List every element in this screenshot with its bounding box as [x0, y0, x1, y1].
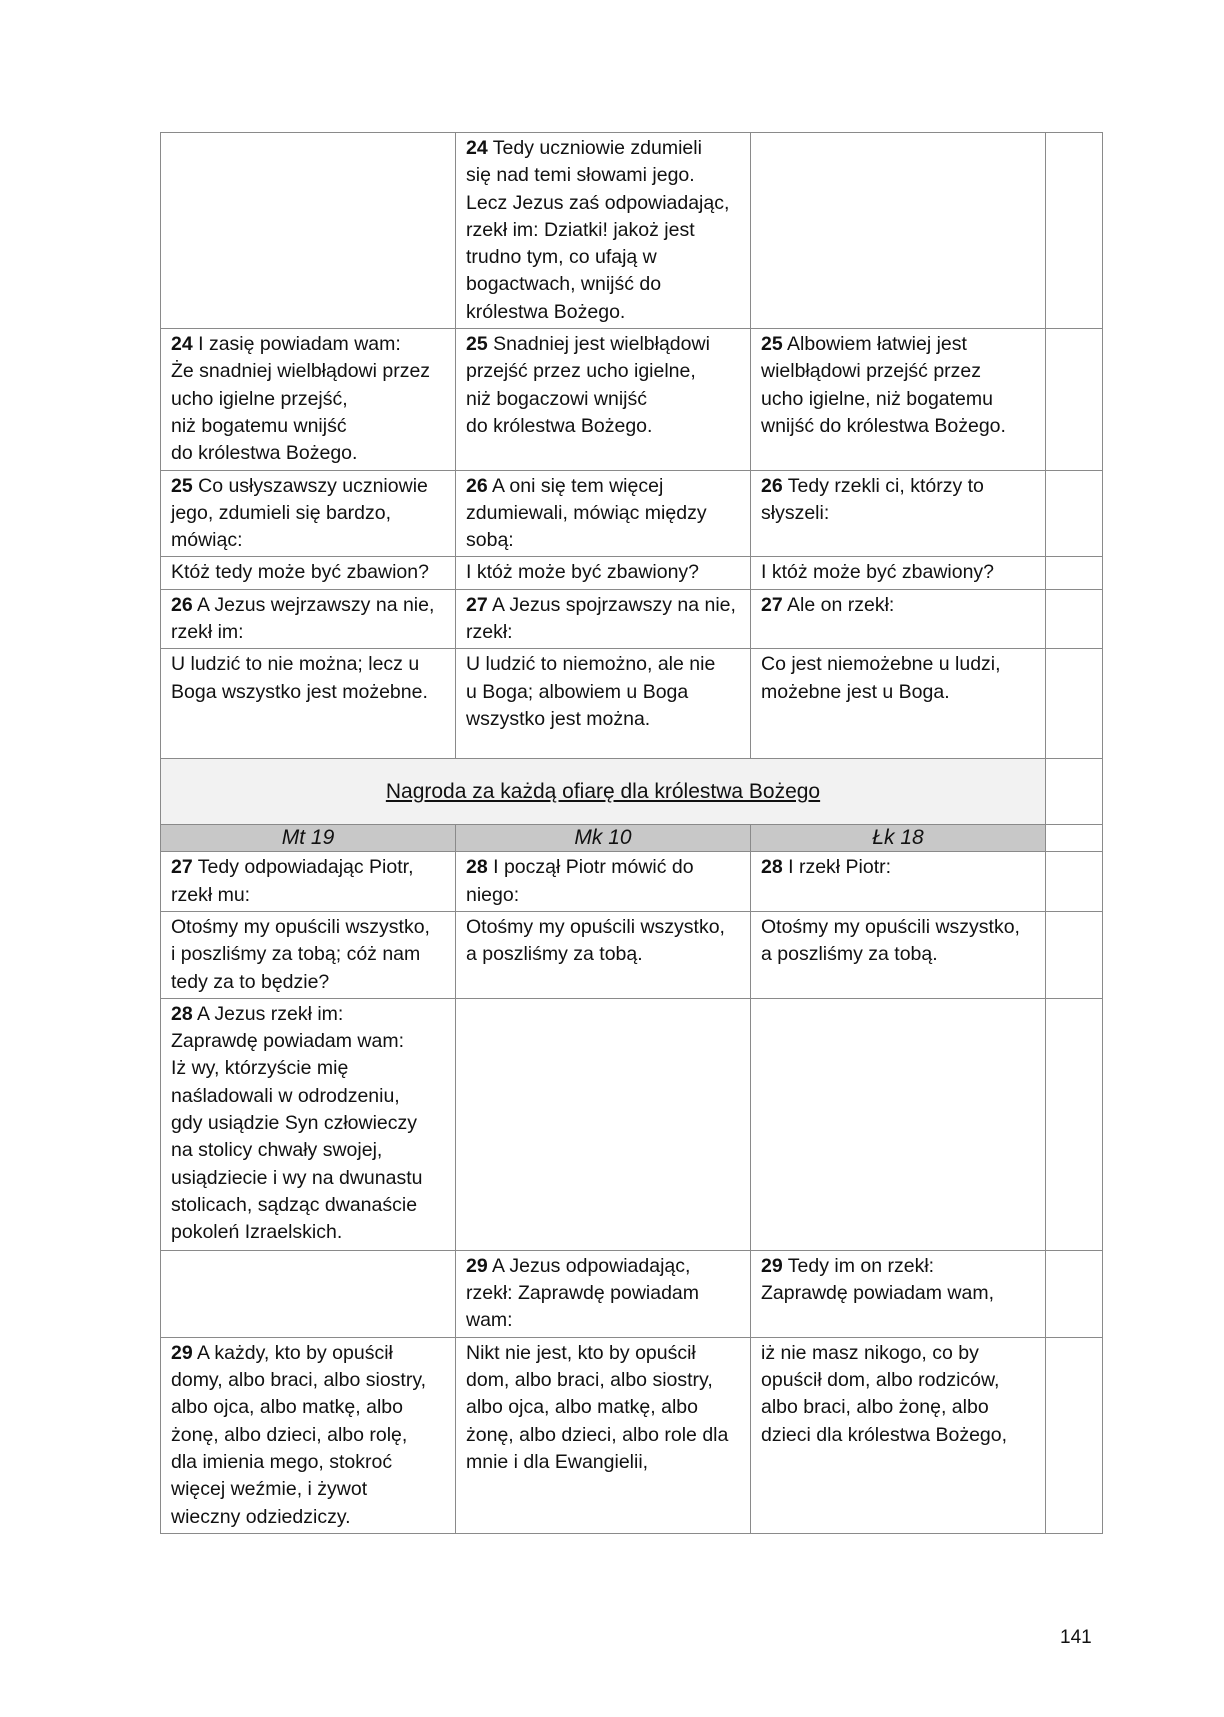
verse-line: 24 I zasię powiadam wam: [171, 333, 401, 356]
verse-cell-mt [161, 470, 456, 557]
verse-line: mnie i dla Ewangielii, [466, 1450, 649, 1473]
verse-cell-lk [751, 1337, 1046, 1533]
verse-cell-mk [456, 1337, 751, 1533]
verse-line: 28 A Jezus rzekł im: [171, 1002, 344, 1025]
page-number: 141 [1060, 1627, 1092, 1648]
verse-number: 26 [466, 474, 488, 497]
verse-line: domy, albo braci, albo siostry, [171, 1369, 427, 1392]
verse-cell-lk [751, 998, 1046, 1250]
verse-number: 29 [761, 1254, 783, 1277]
verse-line: wnijść do królestwa Bożego. [761, 414, 1006, 437]
verse-line: Iż wy, którzyście mię [171, 1057, 349, 1080]
verse-line: niego: [466, 883, 520, 906]
synopsis-table [160, 132, 1103, 1534]
verse-row [161, 329, 1103, 470]
verse-cell-mt [161, 1250, 456, 1337]
verse-cell-mt [161, 589, 456, 649]
verse-cell-mt [161, 911, 456, 998]
verse-line: dla imienia mego, stokroć [171, 1450, 393, 1473]
verse-cell-mt [161, 649, 456, 759]
verse-cell-mk [456, 649, 751, 759]
narrow-column-cell [1046, 825, 1103, 852]
verse-cell-mk [456, 911, 751, 998]
verse-line: bogactwach, wnijść do [466, 273, 662, 296]
verse-line: 28 I począł Piotr mówić do [466, 856, 694, 879]
verse-line: albo ojca, albo matkę, albo [171, 1396, 403, 1419]
synopsis-body-bottom [161, 852, 1103, 1533]
verse-cell-mk [456, 852, 751, 912]
verse-cell-lk [751, 649, 1046, 759]
verse-cell-mt [161, 329, 456, 470]
verse-line: dzieci dla królestwa Bożego, [761, 1423, 1008, 1446]
narrow-column-cell [1046, 589, 1103, 649]
verse-cell-mk [456, 133, 751, 329]
verse-cell-lk [751, 852, 1046, 912]
verse-line: 27 A Jezus spojrzawszy na nie, [466, 593, 736, 616]
narrow-column-cell [1046, 649, 1103, 759]
verse-line: wielbłądowi przejść przez [761, 360, 982, 383]
verse-line: Otośmy my opuścili wszystko, [761, 915, 1020, 938]
verse-line: 27 Ale on rzekł: [761, 593, 895, 616]
verse-line: rzekł mu: [171, 883, 251, 906]
verse-line: wieczny odziedziczy. [171, 1505, 351, 1528]
verse-cell-mk [456, 557, 751, 589]
verse-line: 29 Tedy im on rzekł: [761, 1254, 935, 1277]
verse-cell-mk [456, 998, 751, 1250]
verse-row [161, 998, 1103, 1250]
verse-line: niż bogaczowi wnijść [466, 387, 647, 410]
verse-line: U ludzić to nie można; lecz u [171, 653, 420, 676]
verse-cell-mt [161, 1337, 456, 1533]
verse-cell-lk [751, 589, 1046, 649]
verse-line: Że snadniej wielbłądowi przez [171, 360, 431, 383]
verse-line: albo braci, albo żonę, albo [761, 1396, 989, 1419]
verse-line: rzekł im: Dziatki! jakoż jest [466, 218, 695, 241]
narrow-column-cell [1046, 998, 1103, 1250]
verse-line: Co jest niemożebne u ludzi, [761, 653, 1001, 676]
verse-line: 25 Snadniej jest wielbłądowi [466, 333, 710, 356]
verse-line: słyszeli: [761, 501, 830, 524]
verse-line: 24 Tedy uczniowie zdumieli [466, 137, 702, 159]
synopsis-body-top [161, 133, 1103, 759]
narrow-column-cell [1046, 329, 1103, 470]
verse-line: tedy za to będzie? [171, 970, 330, 993]
verse-line: i poszliśmy za tobą; cóż nam [171, 943, 421, 966]
verse-line: rzekł: [466, 621, 513, 644]
narrow-column-cell [1046, 1250, 1103, 1337]
verse-row [161, 133, 1103, 329]
verse-number: 24 [466, 137, 488, 159]
verse-line: 26 Tedy rzekli ci, którzy to [761, 474, 984, 497]
verse-line: królestwa Bożego. [466, 300, 626, 323]
verse-number: 28 [761, 856, 783, 879]
verse-line: a poszliśmy za tobą. [761, 943, 938, 966]
verse-number: 26 [171, 593, 193, 616]
verse-line: do królestwa Bożego. [171, 442, 358, 465]
verse-cell-lk [751, 329, 1046, 470]
verse-number: 29 [171, 1341, 193, 1364]
verse-cell-mk [456, 1250, 751, 1337]
verse-number: 27 [761, 593, 783, 616]
header-lk: Łk 18 [751, 825, 1046, 852]
verse-cell-lk [751, 133, 1046, 329]
verse-line: możebne jest u Boga. [761, 680, 950, 703]
verse-line: niż bogatemu wnijść [171, 414, 347, 437]
verse-cell-mk [456, 329, 751, 470]
verse-line: I któż może być zbawiony? [466, 561, 700, 584]
section-header [161, 759, 1103, 852]
verse-line: wam: [466, 1309, 513, 1332]
narrow-column-cell [1046, 133, 1103, 329]
verse-line: 27 Tedy odpowiadając Piotr, [171, 856, 414, 879]
verse-number: 26 [761, 474, 783, 497]
verse-line: jego, zdumieli się bardzo, [171, 501, 392, 524]
narrow-column-cell [1046, 470, 1103, 557]
verse-line: U ludzić to niemożno, ale nie [466, 653, 716, 676]
section-title-cell [161, 759, 1046, 825]
verse-line: Nikt nie jest, kto by opuścił [466, 1341, 696, 1364]
header-mt: Mt 19 [161, 825, 456, 852]
verse-number: 27 [171, 856, 193, 879]
verse-line: sobą: [466, 529, 514, 552]
verse-line: Zaprawdę powiadam wam: [171, 1030, 405, 1053]
verse-number: 25 [171, 474, 193, 497]
verse-line: rzekł: Zaprawdę powiadam [466, 1282, 700, 1305]
verse-row [161, 589, 1103, 649]
verse-line: Boga wszystko jest możebne. [171, 680, 428, 703]
verse-line: się nad temi słowami jego. [466, 164, 695, 187]
verse-row [161, 911, 1103, 998]
header-mk: Mk 10 [456, 825, 751, 852]
verse-cell-mk [456, 470, 751, 557]
verse-line: 25 Co usłyszawszy uczniowie [171, 474, 428, 497]
verse-line: opuścił dom, albo rodziców, [761, 1369, 1000, 1392]
verse-line: pokoleń Izraelskich. [171, 1221, 343, 1244]
verse-cell-lk [751, 1250, 1046, 1337]
verse-row [161, 1250, 1103, 1337]
verse-line: 25 Albowiem łatwiej jest [761, 333, 967, 356]
verse-line: przejść przez ucho igielne, [466, 360, 696, 383]
verse-line: wszystko jest można. [466, 707, 651, 730]
narrow-column-cell [1046, 1337, 1103, 1533]
verse-line: 26 A Jezus wejrzawszy na nie, [171, 593, 435, 616]
verse-line: a poszliśmy za tobą. [466, 943, 643, 966]
verse-number: 28 [171, 1002, 193, 1025]
verse-row [161, 1337, 1103, 1533]
verse-line: na stolicy chwały swojej, [171, 1139, 383, 1162]
verse-line: gdy usiądzie Syn człowieczy [171, 1112, 418, 1135]
verse-cell-lk [751, 557, 1046, 589]
verse-cell-mt [161, 557, 456, 589]
verse-line: dom, albo braci, albo siostry, [466, 1369, 713, 1392]
verse-line: usiądziecie i wy na dwunastu [171, 1166, 423, 1189]
narrow-column-cell [1046, 557, 1103, 589]
gospel-header-row [161, 825, 1103, 852]
verse-line: 28 I rzekł Piotr: [761, 856, 892, 879]
verse-line: stolicach, sądząc dwanaście [171, 1193, 418, 1216]
verse-line: mówiąc: [171, 529, 243, 552]
verse-line: Otośmy my opuścili wszystko, [171, 915, 430, 938]
verse-number: 29 [466, 1254, 488, 1277]
verse-cell-mt [161, 133, 456, 329]
verse-number: 25 [761, 333, 783, 356]
verse-line: więcej weźmie, i żywot [171, 1478, 368, 1501]
verse-line: naśladowali w odrodzeniu, [171, 1084, 400, 1107]
verse-line: żonę, albo dzieci, albo role dla [466, 1423, 729, 1446]
verse-line: Któż tedy może być zbawion? [171, 561, 429, 584]
verse-cell-lk [751, 470, 1046, 557]
verse-row [161, 852, 1103, 912]
verse-line: ucho igielne, niż bogatemu [761, 387, 993, 410]
verse-cell-mt [161, 998, 456, 1250]
verse-row [161, 649, 1103, 759]
verse-line: żonę, albo dzieci, albo rolę, [171, 1423, 408, 1446]
narrow-column-cell [1046, 759, 1103, 825]
verse-line: 26 A oni się tem więcej [466, 474, 664, 497]
verse-line: Lecz Jezus zaś odpowiadając, [466, 191, 730, 214]
verse-line: rzekł im: [171, 621, 244, 644]
narrow-column-cell [1046, 852, 1103, 912]
verse-line: Otośmy my opuścili wszystko, [466, 915, 725, 938]
verse-number: 24 [171, 333, 193, 356]
verse-line: do królestwa Bożego. [466, 414, 653, 437]
verse-cell-mt [161, 852, 456, 912]
verse-line: I któż może być zbawiony? [761, 561, 995, 584]
verse-cell-mk [456, 589, 751, 649]
verse-line: albo ojca, albo matkę, albo [466, 1396, 698, 1419]
verse-line: ucho igielne przejść, [171, 387, 348, 410]
verse-line: 29 A każdy, kto by opuścił [171, 1341, 393, 1364]
verse-line: zdumiewali, mówiąc między [466, 501, 707, 524]
verse-row [161, 470, 1103, 557]
section-title: Nagroda za każdą ofiarę dla królestwa Bożego [385, 779, 821, 803]
verse-number: 28 [466, 856, 488, 879]
verse-number: 25 [466, 333, 488, 356]
verse-number: 27 [466, 593, 488, 616]
section-title-row [161, 759, 1103, 825]
verse-row [161, 557, 1103, 589]
verse-line: 29 A Jezus odpowiadając, [466, 1254, 691, 1277]
verse-line: trudno tym, co ufają w [466, 246, 657, 269]
verse-cell-lk [751, 911, 1046, 998]
verse-line: Zaprawdę powiadam wam, [761, 1282, 995, 1305]
narrow-column-cell [1046, 911, 1103, 998]
verse-line: iż nie masz nikogo, co by [761, 1341, 979, 1364]
verse-line: u Boga; albowiem u Boga [466, 680, 689, 703]
